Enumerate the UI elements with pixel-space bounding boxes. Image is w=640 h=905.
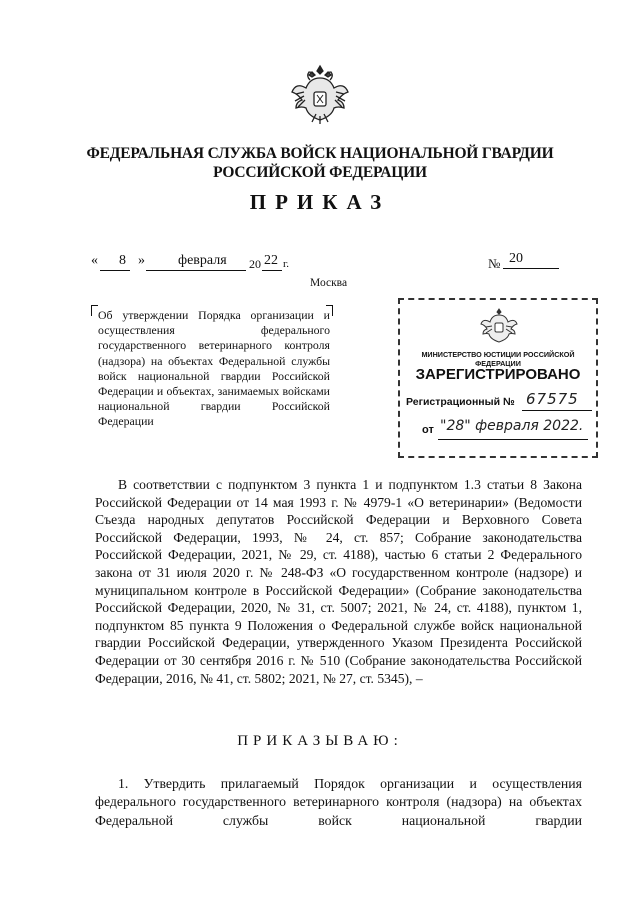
organization-line-1: ФЕДЕРАЛЬНАЯ СЛУЖБА ВОЙСК НАЦИОНАЛЬНОЙ ГВАРДИИ [86,145,554,162]
document-type-title: ПРИКАЗ [249,190,391,214]
year-underline [262,270,282,271]
russian-eagle-stamp-icon [480,306,518,346]
date-day: 8 [119,253,126,268]
order-number: 20 [509,251,523,266]
number-label: № [488,256,501,271]
registration-stamp [398,298,598,458]
stamp-date-label: от [422,424,434,436]
stamp-regnum-value: 67575 [526,390,579,408]
order-subject: Об утверждении Порядка организации и осуществления федерального государственного ветеринарного контроля (надзора) на объектах Федеральной службы войск национальной гвардии Российской Федерации и объектах, занимаемых войсками национальной гвардии Российской Федерации [98,308,330,429]
date-year-unit: г. [283,258,290,270]
order-word: ПРИКАЗЫВАЮ: [237,733,403,749]
stamp-ministry-name: МИНИСТЕРСТВО ЮСТИЦИИ РОССИЙСКОЙ ФЕДЕРАЦИИ [421,350,575,368]
subject-bracket-left [91,305,98,316]
order-item-1-text: 1. Утвердить прилагаемый Порядок организации и осуществления федерального государственного ветеринарного контроля (надзора) на объектах Федеральной службы войск национальной гвардии [95,776,582,828]
preamble [95,476,582,687]
month-underline [146,270,246,271]
number-underline [503,268,559,269]
preamble-paragraph: В соответствии с подпунктом 3 пункта 1 и подпунктом 1.3 статьи 8 Закона Российской Федерации от 14 мая 1993 г. № 4979-1 «О ветеринарии» (Ведомости Съезда народных депутатов Российской Федерации и Верховного Совета Российской Федерации, 1993, № 24, ст. 857; Собрание законодательства Российской Федерации, 2021, № 29, ст. 4188), частью 6 статьи 2 Федерального закона от 31 июля 2020 г. № 248-ФЗ «О государственном контроле (надзоре) и муниципальном контроле в Российской Федерации» (Собрание законодательства Российской Федерации, 2020, № 31, ст. 5007; 2021, № 24, ст. 4188), пунктом 1, подпунктом 85 пункта 9 Положения о Федеральной службе войск национальной гвардии Российской Федерации, утвержденного Указом Президента Российской Федерации от 30 сентября 2016 г. № 510 (Собрание законодательства Российской Федерации, 2016, № 41, ст. 5802; 2021, № 27, ст. 5345), – [95,477,582,686]
date-year-suffix: 22 [264,253,278,268]
stamp-date-value: "28" февраля 2022. [440,418,584,434]
stamp-regnum-label: Регистрационный № [406,396,515,408]
date-year-prefix: 20 [249,257,261,271]
organization-line-2: РОССИЙСКОЙ ФЕДЕРАЦИИ [213,164,427,181]
date-quote-open: « [91,253,98,268]
order-item-1 [95,775,582,830]
organization-name [60,144,580,182]
russian-double-headed-eagle-icon [290,62,350,128]
stamp-date-underline [438,439,588,440]
city: Москва [310,277,348,289]
stamp-regnum-underline [522,410,592,411]
date-quote-close: » [138,253,145,268]
day-underline [100,270,130,271]
stamp-registered: ЗАРЕГИСТРИРОВАНО [415,366,581,383]
date-month: февраля [178,253,227,268]
